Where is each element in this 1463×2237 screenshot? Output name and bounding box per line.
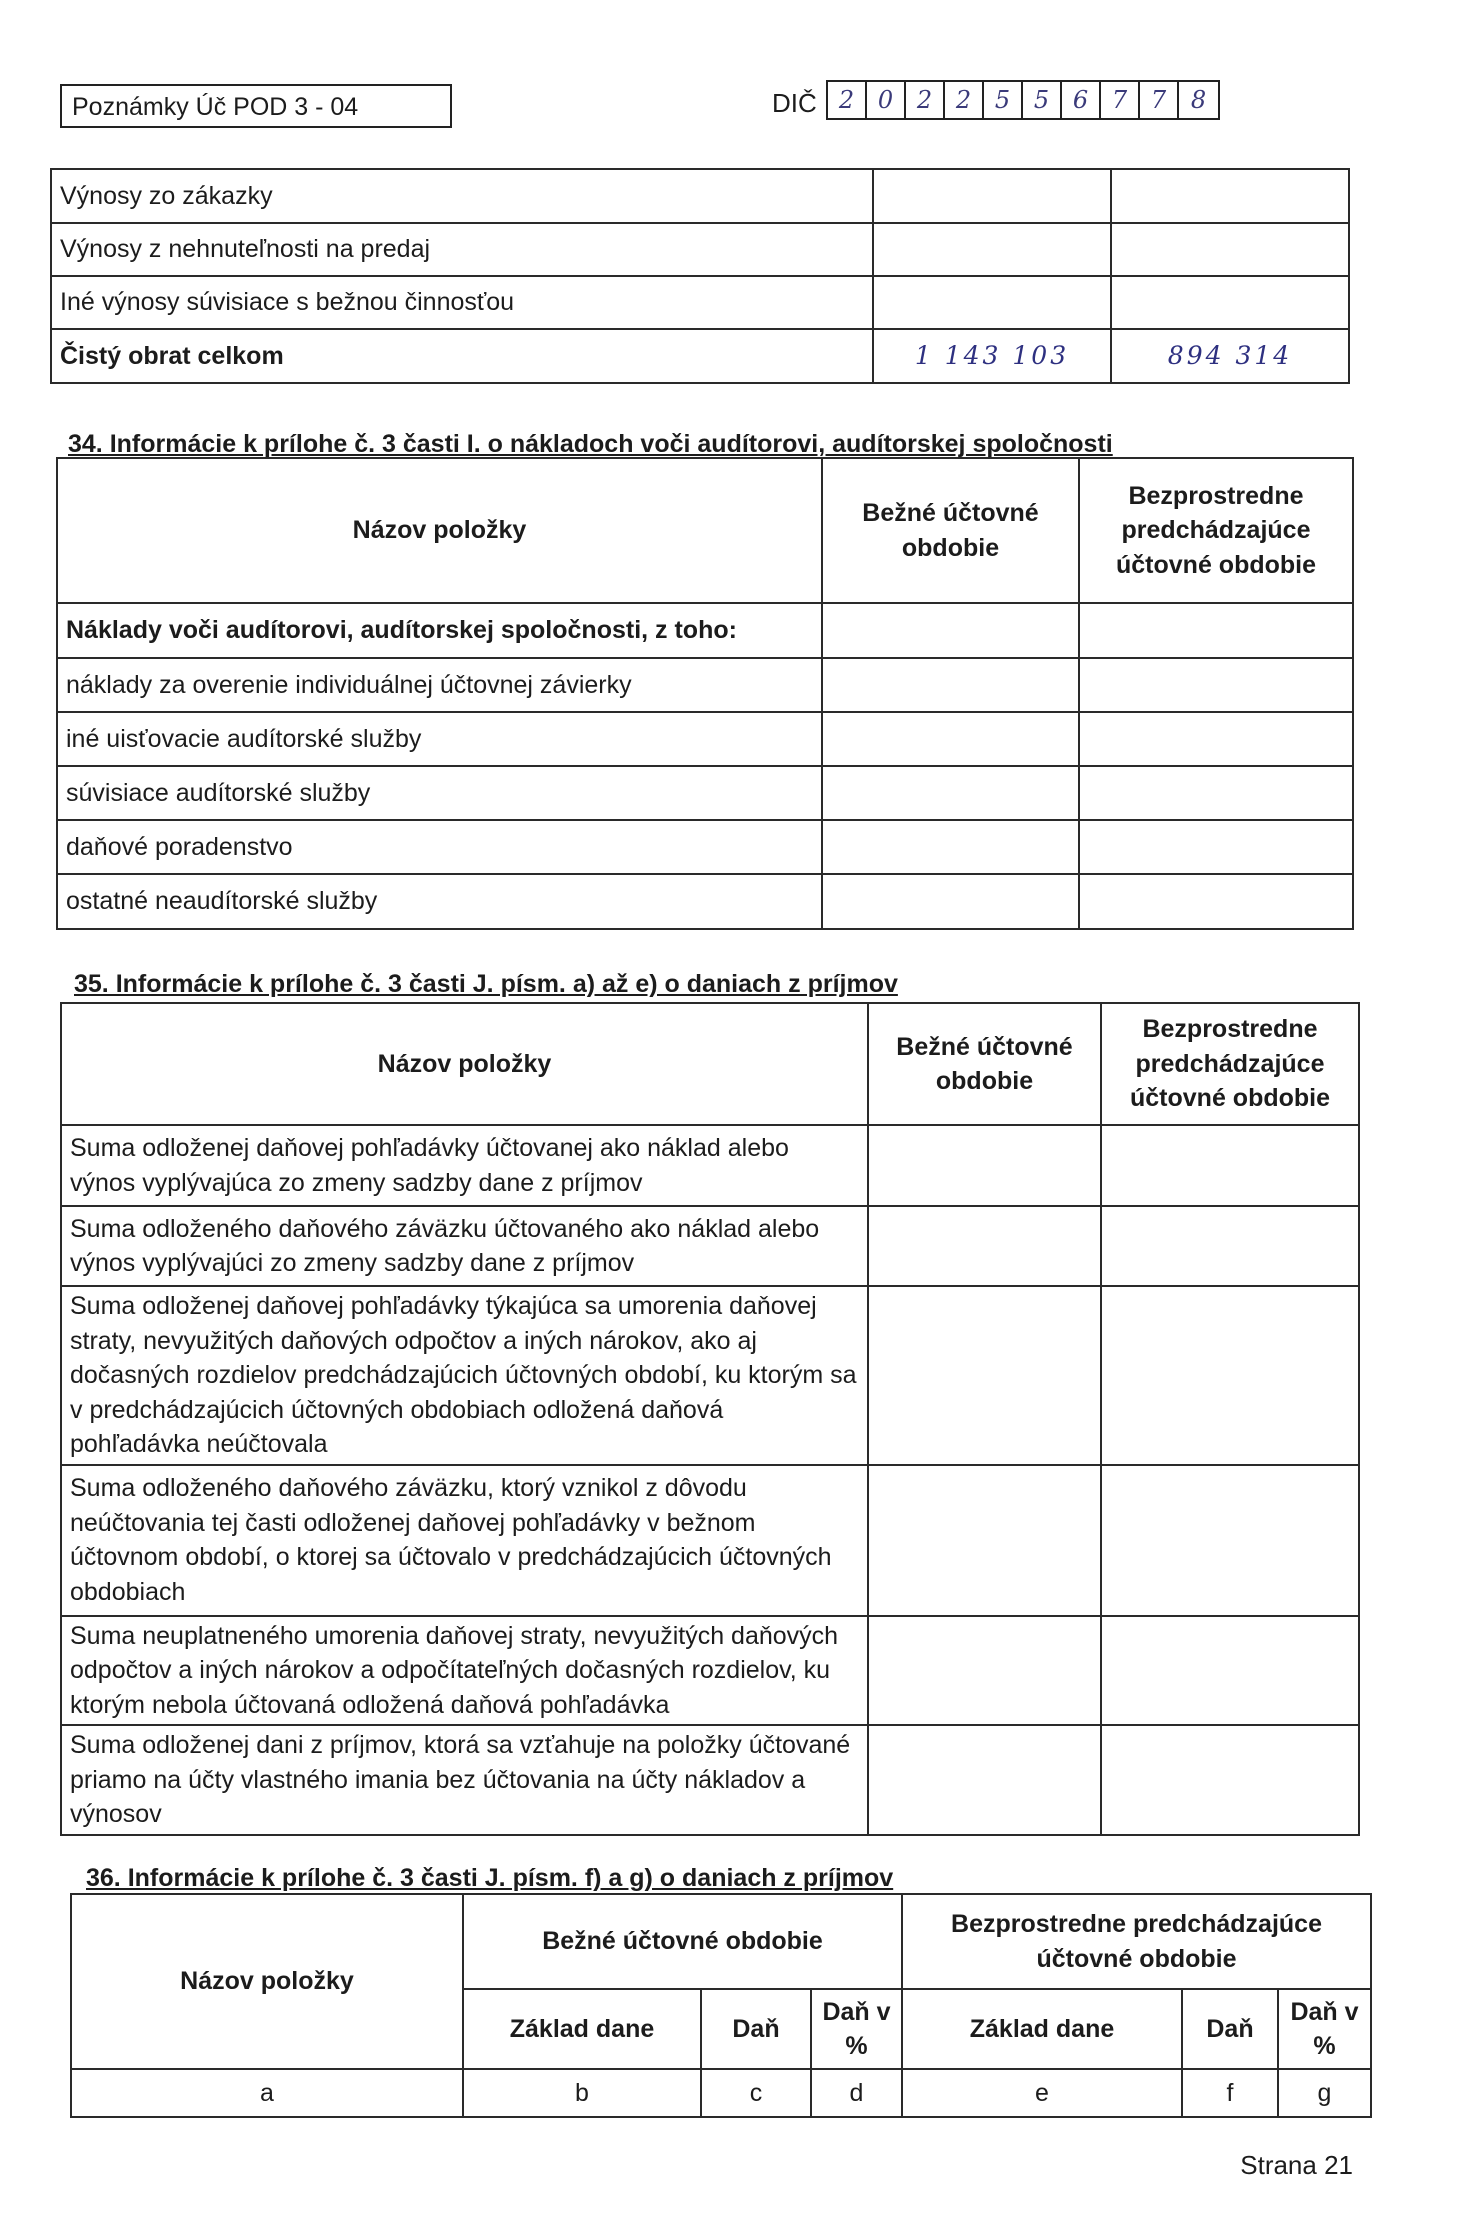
section-35-table <box>60 1002 1360 1836</box>
column-letter: b <box>463 2069 701 2117</box>
table-row <box>57 603 1353 658</box>
section-36-title: 36. Informácie k prílohe č. 3 časti J. písm. f) a g) o daniach z príjmov <box>86 1864 894 1892</box>
previous-value <box>1079 874 1353 929</box>
tax-header: Daň <box>701 1989 811 2069</box>
col-name-header: Názov položky <box>57 458 822 603</box>
table-row <box>61 1206 1359 1286</box>
current-value <box>873 276 1111 329</box>
table-row <box>61 1286 1359 1465</box>
row-label: daňové poradenstvo <box>57 820 822 874</box>
current-value <box>873 169 1111 223</box>
dic-digit: 5 <box>1023 82 1062 118</box>
col-previous-header: Bezprostredne predchádzajúce účtovné obdobie <box>1101 1003 1359 1125</box>
current-value <box>822 712 1079 766</box>
tax-base-header: Základ dane <box>463 1989 701 2069</box>
row-label: náklady za overenie individuálnej účtovnej závierky <box>57 658 822 712</box>
column-letter: f <box>1182 2069 1278 2117</box>
row-label: súvisiace audítorské služby <box>57 766 822 820</box>
page-number: Strana 21 <box>1240 2150 1353 2180</box>
col-previous-header: Bezprostredne predchádzajúce účtovné obdobie <box>1079 458 1353 603</box>
row-label: Suma odloženej dani z príjmov, ktorá sa vzťahuje na položky účtované priamo na účty vlastného imania bez účtovania na účty nákladov a výnosov <box>61 1725 868 1835</box>
revenue-table <box>50 168 1350 384</box>
previous-value <box>1079 658 1353 712</box>
previous-value <box>1079 766 1353 820</box>
row-label: ostatné neaudítorské služby <box>57 874 822 929</box>
column-letter: c <box>701 2069 811 2117</box>
current-value <box>868 1725 1101 1835</box>
current-value: 1 143 103 <box>873 329 1111 383</box>
col-previous-header: Bezprostredne predchádzajúce účtovné obdobie <box>902 1894 1371 1989</box>
tax-base-header: Základ dane <box>902 1989 1182 2069</box>
previous-value <box>1101 1286 1359 1465</box>
table-row <box>57 658 1353 712</box>
column-letters-row <box>71 2069 1371 2117</box>
current-value <box>822 658 1079 712</box>
tax-header: Daň <box>1182 1989 1278 2069</box>
tax-percent-header: Daň v % <box>811 1989 902 2069</box>
row-label: Náklady voči audítorovi, audítorskej spoločnosti, z toho: <box>57 603 822 658</box>
section-35-title: 35. Informácie k prílohe č. 3 časti J. písm. a) až e) o daniach z príjmov <box>74 970 898 998</box>
col-name-header: Názov položky <box>61 1003 868 1125</box>
table-row <box>61 1465 1359 1616</box>
col-current-header: Bežné účtovné obdobie <box>822 458 1079 603</box>
previous-value <box>1101 1465 1359 1616</box>
row-label: Suma neuplatneného umorenia daňovej straty, nevyužitých daňových odpočtov a iných nárokov a odpočítateľných dočasných rozdielov, ku ktorým nebola účtovaná odložená daňová pohľadávka <box>61 1616 868 1726</box>
table-row <box>57 712 1353 766</box>
dic-digit: 2 <box>945 82 984 118</box>
previous-value: 894 314 <box>1111 329 1349 383</box>
current-value <box>873 223 1111 276</box>
current-value <box>868 1465 1101 1616</box>
row-label: Suma odloženého daňového záväzku účtovaného ako náklad alebo výnos vyplývajúci zo zmeny sadzby dane z príjmov <box>61 1206 868 1286</box>
row-label: Suma odloženej daňovej pohľadávky týkajúca sa umorenia daňovej straty, nevyužitých daňových odpočtov a iných nárokov, ako aj dočasných rozdielov predchádzajúcich účtovných období, ku ktorým sa v predchádzajúcich účtovných obdobiach odložená daňová pohľadávka neúčtovala <box>61 1286 868 1465</box>
table-header-row <box>71 1894 1371 1989</box>
dic-digit: 6 <box>1062 82 1101 118</box>
table-row <box>57 874 1353 929</box>
table-header-row <box>61 1003 1359 1125</box>
dic-digit: 0 <box>867 82 906 118</box>
table-row <box>61 1616 1359 1726</box>
col-current-header: Bežné účtovné obdobie <box>868 1003 1101 1125</box>
current-value <box>822 603 1079 658</box>
row-label: Suma odloženého daňového záväzku, ktorý vznikol z dôvodu neúčtovania tej časti odloženej daňovej pohľadávky v bežnom účtovnom období, o ktorej sa účtovalo v predchádzajúcich účtovných obdobiach <box>61 1465 868 1616</box>
table-row <box>51 276 1349 329</box>
dic-field <box>826 80 1220 120</box>
previous-value <box>1079 712 1353 766</box>
dic-digit: 5 <box>984 82 1023 118</box>
current-value <box>868 1616 1101 1726</box>
table-header-row <box>57 458 1353 603</box>
table-row <box>61 1125 1359 1206</box>
column-letter: g <box>1278 2069 1371 2117</box>
previous-value <box>1111 223 1349 276</box>
previous-value <box>1101 1725 1359 1835</box>
dic-label: DIČ <box>772 88 817 118</box>
current-value <box>868 1286 1101 1465</box>
table-row-total <box>51 329 1349 383</box>
form-reference: Poznámky Úč POD 3 - 04 <box>60 84 452 128</box>
current-value <box>822 874 1079 929</box>
row-label: Suma odloženej daňovej pohľadávky účtovanej ako náklad alebo výnos vyplývajúca zo zmeny sadzby dane z príjmov <box>61 1125 868 1206</box>
table-row <box>61 1725 1359 1835</box>
previous-value <box>1101 1125 1359 1206</box>
column-letter: a <box>71 2069 463 2117</box>
column-letter: e <box>902 2069 1182 2117</box>
table-row <box>51 169 1349 223</box>
previous-value <box>1111 276 1349 329</box>
dic-digit: 7 <box>1140 82 1179 118</box>
dic-digit: 8 <box>1190 86 1207 114</box>
col-name-header: Názov položky <box>71 1894 463 2069</box>
dic-digit: 2 <box>906 82 945 118</box>
current-value <box>868 1206 1101 1286</box>
table-row <box>57 820 1353 874</box>
table-row <box>51 223 1349 276</box>
col-current-header: Bežné účtovné obdobie <box>463 1894 902 1989</box>
previous-value <box>1079 820 1353 874</box>
dic-digit: 7 <box>1101 82 1140 118</box>
column-letter: d <box>811 2069 902 2117</box>
row-label: Výnosy z nehnuteľnosti na predaj <box>51 223 873 276</box>
previous-value <box>1111 169 1349 223</box>
dic-digit: 2 <box>828 82 867 118</box>
previous-value <box>1101 1616 1359 1726</box>
previous-value <box>1101 1206 1359 1286</box>
section-36-table <box>70 1893 1372 2118</box>
current-value <box>822 766 1079 820</box>
previous-value <box>1079 603 1353 658</box>
row-label: Výnosy zo zákazky <box>51 169 873 223</box>
row-label: Iné výnosy súvisiace s bežnou činnosťou <box>51 276 873 329</box>
table-row <box>57 766 1353 820</box>
section-34-title: 34. Informácie k prílohe č. 3 časti I. o nákladoch voči audítorovi, audítorskej spoločnosti <box>68 430 1113 458</box>
current-value <box>868 1125 1101 1206</box>
section-34-table <box>56 457 1354 930</box>
row-label: Čistý obrat celkom <box>51 329 873 383</box>
row-label: iné uisťovacie audítorské služby <box>57 712 822 766</box>
current-value <box>822 820 1079 874</box>
tax-percent-header: Daň v % <box>1278 1989 1371 2069</box>
